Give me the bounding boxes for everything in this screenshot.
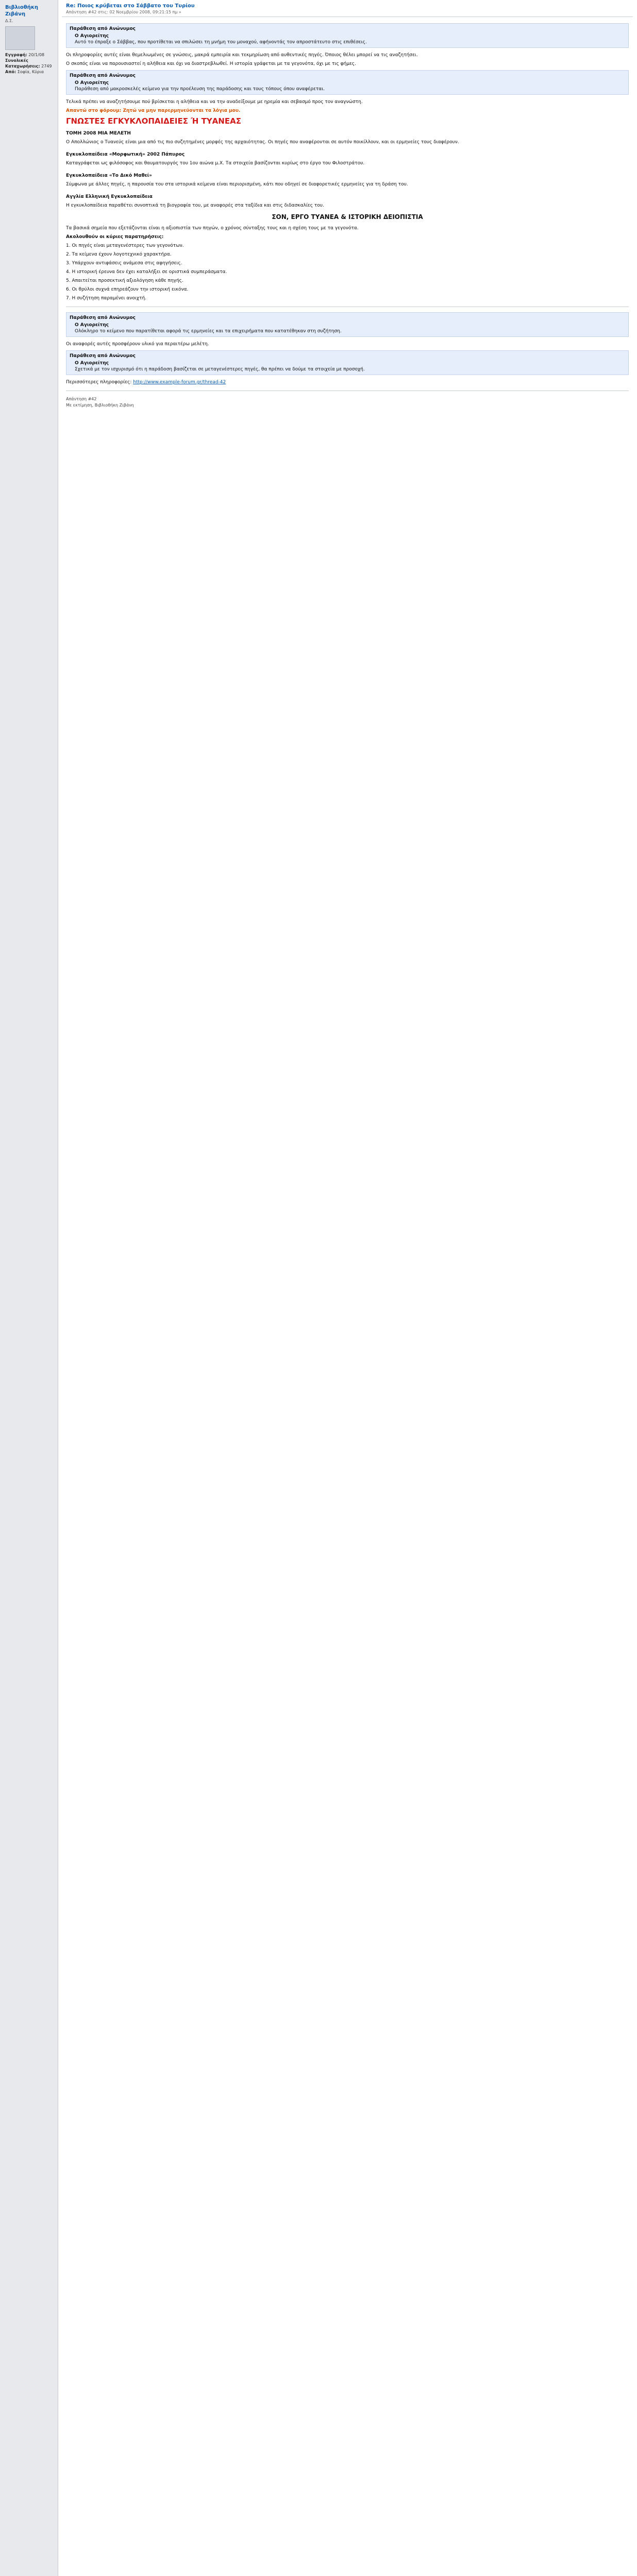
observation-list	[66, 243, 629, 301]
quote-text: Σχετικά με τον ισχυρισμό ότι η παράδοση βασίζεται σε μεταγενέστερες πηγές, θα πρέπει να δούμε τα στοιχεία με προσοχή.	[75, 367, 365, 372]
quote-text: Ολόκληρο το κείμενο που παρατίθεται αφορά τις ερμηνείες και τα επιχειρήματα που κατατέθηκαν στη συζήτηση.	[75, 329, 342, 334]
quote-header: Παράθεση από Ανώνυμος	[70, 73, 136, 78]
quote-text: Παράθεση από μακροσκελές κείμενο για την προέλευση της παράδοσης και τους τόπους όπου αναφέρεται.	[75, 87, 325, 92]
meta-posts-label: Συνολικές Καταχωρήσεις:	[5, 58, 40, 69]
quote-user: Ο Αγιορείτης	[75, 361, 109, 366]
paragraph: Ο σκοπός είναι να παρουσιαστεί η αλήθεια και όχι να διαστρεβλωθεί. Η ιστορία γράφεται με τα γεγονότα, όχι με τις φήμες.	[66, 61, 356, 66]
section-body: Ο Απολλώνιος ο Τυανεύς είναι μια από τις πιο συζητημένες μορφές της αρχαιότητας. Οι πηγές που αναφέρονται σε αυτόν ποικίλλουν, και οι ερμηνείες τους διαφέρουν.	[66, 140, 459, 145]
author-sidebar	[0, 0, 58, 2576]
list-item: 1. Οι πηγές είναι μεταγενέστερες των γεγονότων.	[66, 243, 184, 248]
quote-header: Παράθεση από Ανώνυμος	[70, 26, 136, 31]
post-date: Απάντηση #42 στις: 02 Νοεμβρίου 2008, 09:21:15 πμ »	[66, 10, 181, 14]
meta-from	[5, 69, 53, 75]
quote-body	[70, 80, 625, 92]
quote-header: Παράθεση από Ανώνυμος	[70, 353, 136, 359]
list-item: 2. Τα κείμενα έχουν λογοτεχνικό χαρακτήρα.	[66, 252, 172, 257]
quote-block	[66, 312, 629, 337]
post-header	[62, 0, 633, 17]
author-rank: Δ.Σ.	[5, 19, 13, 23]
paragraph: Τελικά πρέπει να αναζητήσουμε πού βρίσκεται η αλήθεια και να την αναδείξουμε με ηρεμία και σεβασμό προς τον αναγνώστη.	[66, 99, 363, 105]
red-heading: ΓΝΩΣΤΕΣ ΕΓΚΥΚΛΟΠΑΙΔΕΙΕΣ Ή ΤΥΑΝΕΑΣ	[66, 116, 241, 126]
link-label: Περισσότερες πληροφορίες:	[66, 380, 132, 385]
signature: Με εκτίμηση, Βιβλιοθήκη Ζιβάνη	[66, 403, 134, 408]
paragraph: Οι αναφορές αυτές προσφέρουν υλικό για περαιτέρω μελέτη.	[66, 342, 209, 347]
paragraph: Οι πληροφορίες αυτές είναι θεμελιωμένες σε γνώσεις, μακρά εμπειρία και τεκμηρίωση από αυθεντικές πηγές. Όποιος θέλει μπορεί να τις αναζητήσει.	[66, 53, 418, 58]
list-item: 3. Υπάρχουν αντιφάσεις ανάμεσα στις αφηγήσεις.	[66, 261, 182, 266]
meta-posts	[5, 58, 53, 69]
section-body: Τα βασικά σημεία που εξετάζονται είναι η αξιοπιστία των πηγών, ο χρόνος σύνταξης τους και η σχέση τους με τα γεγονότα.	[66, 226, 359, 231]
quote-block	[66, 70, 629, 95]
external-link[interactable]: http://www.example-forum.gr/thread-42	[133, 380, 226, 385]
author-name[interactable]: Βιβλιοθήκη Ζιβάνη	[5, 5, 38, 17]
list-item: 7. Η συζήτηση παραμένει ανοιχτή.	[66, 296, 147, 301]
quote-user: Ο Αγιορείτης	[75, 323, 109, 328]
list-item: 4. Η ιστορική έρευνα δεν έχει καταλήξει σε οριστικά συμπεράσματα.	[66, 269, 227, 275]
section-title: Εγκυκλοπαίδεια «Μορφωτική» 2002 Πάπυρος	[66, 152, 185, 157]
quote-block	[66, 23, 629, 48]
quote-header: Παράθεση από Ανώνυμος	[70, 315, 136, 320]
quote-body	[70, 360, 625, 372]
highlight-line: Απαντώ στο φόρουμ: Ζητώ να μην παρερμηνεύονται τα λόγια μου.	[66, 108, 241, 113]
quote-user: Ο Αγιορείτης	[75, 80, 109, 86]
meta-joined	[5, 52, 53, 58]
paragraph-with-link	[66, 379, 629, 385]
section-title: Αγγλία Ελληνική Εγκυκλοπαίδεια	[66, 194, 153, 199]
post-footer: Απάντηση #42	[66, 397, 97, 401]
post-title[interactable]: Re: Ποιος κρύβεται στο Σάββατο του Τυρίου	[66, 3, 195, 9]
section-title: Εγκυκλοπαίδεια «Το Δικό Μαθεί»	[66, 173, 152, 178]
meta-posts-value: 2749	[41, 64, 52, 69]
list-item: 6. Οι θρύλοι συχνά επηρεάζουν την ιστορική εικόνα.	[66, 287, 189, 292]
quote-block	[66, 350, 629, 375]
avatar	[5, 26, 35, 50]
post-container	[62, 0, 633, 2576]
section-title: ΤΟΜΗ 2008 ΜΙΑ ΜΕΛΕΤΗ	[66, 131, 131, 136]
quote-body	[70, 322, 625, 334]
center-title: ΣΟΝ, ΕΡΓΟ ΤΥΑΝΕΑ & ΙΣΤΟΡΙΚΗ ΔΕΙΟΠΙΣΤΙΑ	[272, 213, 423, 221]
list-intro: Ακολουθούν οι κύριες παρατηρήσεις:	[66, 234, 164, 240]
meta-joined-label: Εγγραφή:	[5, 53, 27, 57]
section-body: Σύμφωνα με άλλες πηγές, η παρουσία του στα ιστορικά κείμενα είναι περιορισμένη, κάτι που οδηγεί σε διαφορετικές ερμηνείες για τη δράση του.	[66, 182, 408, 187]
section-body: Καταγράφεται ως φιλόσοφος και θαυματουργός του 1ου αιώνα μ.Χ. Τα στοιχεία βασίζονται κυρίως στο έργο του Φιλοστράτου.	[66, 161, 365, 166]
meta-from-value: Σοφία, Κύρια	[17, 70, 44, 74]
author-meta	[5, 52, 53, 75]
post-content	[62, 17, 633, 412]
quote-body	[70, 33, 625, 45]
meta-joined-value: 20/1/08	[28, 53, 45, 57]
list-item: 5. Απαιτείται προσεκτική αξιολόγηση κάθε πηγής.	[66, 278, 183, 283]
author-block	[0, 0, 58, 79]
quote-user: Ο Αγιορείτης	[75, 33, 109, 39]
meta-from-label: Από:	[5, 70, 16, 74]
section-body: Η εγκυκλοπαίδεια παραθέτει συνοπτικά τη βιογραφία του, με αναφορές στα ταξίδια και στις διδασκαλίες του.	[66, 203, 324, 208]
quote-text: Αυτό το έπραξε ο Σάββας, που προτίθεται να σπιλώσει τη μνήμη του μοναχού, αφήνοντάς τον απροστάτευτο στις επιθέσεις.	[75, 40, 367, 45]
